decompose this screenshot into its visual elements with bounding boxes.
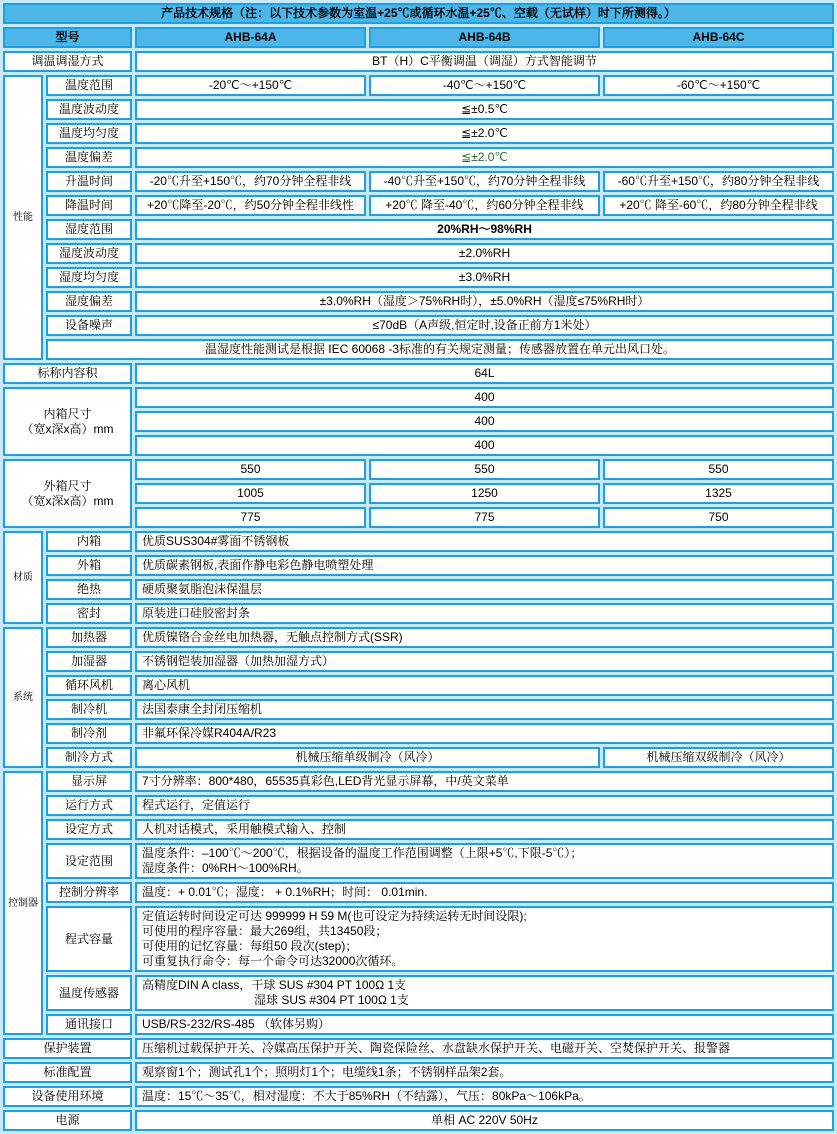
hum-unif-value: ±3.0%RH [135,267,834,288]
row-temp-dev [3,147,834,168]
power-label: 电源 [3,1110,132,1131]
cool-time-c: +20℃ 降至-60℃，约80分钟全程非线 [603,195,834,216]
row-environment [3,1086,834,1107]
hum-range-label: 湿度范围 [46,219,132,240]
material-insulation-label: 绝热 [46,579,132,600]
temp-unif-label: 温度均匀度 [46,123,132,144]
heater-label: 加热器 [46,627,132,648]
program-line3: 可使用的记忆容量：每组50 段次(step)； [142,939,358,953]
outer-width-c: 550 [603,459,834,480]
temp-range-a: -20℃～+150℃ [135,75,366,96]
program-line4: 可重复执行命令：每一个命令可达32000次循环。 [142,954,404,968]
row-models [3,27,834,48]
row-material-outer [3,555,834,576]
temp-unif-value: ≦±2.0℃ [135,123,834,144]
row-heater [3,627,834,648]
row-run-mode [3,795,834,816]
inner-dims-label [3,387,132,456]
hum-dev-value: ±3.0%RH（湿度＞75%RH时），±5.0%RH（湿度≤75%RH时） [135,291,834,312]
temp-range-label: 温度范围 [46,75,132,96]
protection-value: 压缩机过载保护开关、冷媒高压保护开关、陶瓷保险丝、水盘缺水保护开关、电磁开关、空焚保护开关、报警器 [135,1038,834,1059]
protection-label: 保护装置 [3,1038,132,1059]
temp-fluct-value: ≦±0.5℃ [135,99,834,120]
heat-time-b: -40℃升至+150℃，约70分钟全程非线 [369,171,600,192]
outer-dims-label-line1: 外箱尺寸 [43,478,92,493]
hum-unif-label: 湿度均匀度 [46,267,132,288]
row-standard [3,1062,834,1083]
row-title [3,3,834,24]
row-program [3,906,834,972]
row-perf-note [3,339,834,360]
material-outer-value: 优质碳素钢板,表面作静电彩色静电喷塑处理 [135,555,834,576]
outer-height-c: 750 [603,507,834,528]
outer-height-b: 775 [369,507,600,528]
row-sensor [3,975,834,1011]
comm-value: USB/RS-232/RS-485 （软体另购） [135,1014,834,1035]
method-label: 调温调湿方式 [3,51,132,72]
refrigerant-value: 非氟环保冷媒R404A/R23 [135,723,834,744]
models-label: 型号 [3,27,132,48]
row-temp-fluct [3,99,834,120]
outer-depth-a: 1005 [135,483,366,504]
environment-label: 设备使用环境 [3,1086,132,1107]
row-method [3,51,834,72]
controller-group-label: 控制器 [3,771,43,1035]
material-seal-label: 密封 [46,603,132,624]
system-group-label: 系统 [3,627,43,768]
cool-time-a: +20℃降至-20℃，约50分钟全程非线性 [135,195,366,216]
resolution-value: 温度：+ 0.01℃；湿度： + 0.1%RH；时间： 0.01min. [135,882,834,903]
volume-value: 64L [135,363,834,384]
set-range-line1: 温度条件：–100℃～200℃，根据设备的温度工作范围调整（上限+5℃,下限-5℃）； [142,846,583,860]
set-mode-value: 人机对话模式，采用触模式输入、控制 [135,819,834,840]
set-range-value [135,843,834,879]
heat-time-c: -60℃升至+150℃，约80分钟全程非线 [603,171,834,192]
inner-width: 400 [135,387,834,408]
row-temp-unif [3,123,834,144]
standard-value: 观察窗1个；测试孔1个；照明灯1个；电缆线1条；不锈钢样品架2套。 [135,1062,834,1083]
row-fan [3,675,834,696]
row-hum-dev [3,291,834,312]
outer-dims-label [3,459,132,528]
row-hum-range [3,219,834,240]
inner-dims-label-line2: （宽x深x高）mm [21,421,114,436]
resolution-label: 控制分辨率 [46,882,132,903]
model-c: AHB-64C [603,27,834,48]
power-value: 单相 AC 220V 50Hz [135,1110,834,1131]
row-resolution [3,882,834,903]
row-set-range [3,843,834,879]
outer-dims-label-line2: （宽x深x高）mm [21,493,114,508]
outer-height-a: 775 [135,507,366,528]
standard-label: 标准配置 [3,1062,132,1083]
program-label: 程式容量 [46,906,132,972]
model-b: AHB-64B [369,27,600,48]
perf-note: 温湿度性能测试是根据 IEC 60068 -3标准的有关规定测量；传感器放置在单元出风口处。 [46,339,834,360]
sensor-label: 温度传感器 [46,975,132,1011]
outer-depth-b: 1250 [369,483,600,504]
sensor-line1: 高精度DIN A class，干球 SUS #304 PT 100Ω 1支 [142,978,407,992]
row-power [3,1110,834,1131]
set-mode-label: 设定方式 [46,819,132,840]
material-group-label: 材质 [3,531,43,624]
environment-value: 温度：15℃～35℃，相对湿度：不大于85%RH（不结露），气压：80kPa～106kPa。 [135,1086,834,1107]
cool-time-label: 降温时间 [46,195,132,216]
fan-value: 离心风机 [135,675,834,696]
program-value [135,906,834,972]
heat-time-a: -20℃升至+150℃，约70分钟全程非线 [135,171,366,192]
compressor-value: 法国泰康全封闭压缩机 [135,699,834,720]
fan-label: 循环风机 [46,675,132,696]
refrigerant-label: 制冷剂 [46,723,132,744]
noise-label: 设备噪声 [46,315,132,336]
hum-fluct-label: 湿度波动度 [46,243,132,264]
material-insulation-value: 硬质聚氨脂泡沫保温层 [135,579,834,600]
row-volume [3,363,834,384]
row-material-inner [3,531,834,552]
row-display [3,771,834,792]
row-humidifier [3,651,834,672]
row-heat-time [3,171,834,192]
sensor-line2: 湿球 SUS #304 PT 100Ω 1支 [254,993,409,1007]
row-temp-range [3,75,834,96]
row-set-mode [3,819,834,840]
program-line1: 定值运转时间设定可达 999999 H 59 M(也可设定为持续运转无时间设限); [142,909,527,923]
method-value: BT（H）C平衡调温（调湿）方式智能调节 [135,51,834,72]
row-compressor [3,699,834,720]
model-a: AHB-64A [135,27,366,48]
page-title: 产品技术规格（注：以下技术参数为室温+25℃或循环水温+25℃、空载（无试样）时下所测得。） [3,3,834,24]
temp-dev-label: 温度偏差 [46,147,132,168]
run-mode-label: 运行方式 [46,795,132,816]
row-cooling-mode [3,747,834,768]
row-hum-fluct [3,243,834,264]
hum-dev-label: 湿度偏差 [46,291,132,312]
cooling-mode-c: 机械压缩双级制冷（风冷） [603,747,834,768]
run-mode-value: 程式运行，定值运行 [135,795,834,816]
temp-dev-value: ≦±2.0℃ [135,147,834,168]
row-hum-unif [3,267,834,288]
temp-range-b: -40℃～+150℃ [369,75,600,96]
display-value: 7寸分辨率：800*480，65535真彩色,LED背光显示屏幕，中/英文菜单 [135,771,834,792]
display-label: 显示屏 [46,771,132,792]
outer-width-b: 550 [369,459,600,480]
row-outer-w [3,459,834,480]
cool-time-b: +20℃ 降至-40℃，约60分钟全程非线 [369,195,600,216]
row-refrigerant [3,723,834,744]
humidifier-label: 加湿器 [46,651,132,672]
row-protection [3,1038,834,1059]
inner-height: 400 [135,435,834,456]
humidifier-value: 不锈钢铠装加湿器（加热加湿方式） [135,651,834,672]
row-material-seal [3,603,834,624]
row-material-insulation [3,579,834,600]
hum-fluct-value: ±2.0%RH [135,243,834,264]
comm-label: 通讯接口 [46,1014,132,1035]
row-inner-w [3,387,834,408]
outer-width-a: 550 [135,459,366,480]
outer-depth-c: 1325 [603,483,834,504]
hum-range-value: 20%RH～98%RH [135,219,834,240]
material-outer-label: 外箱 [46,555,132,576]
sensor-value [135,975,834,1011]
temp-fluct-label: 温度波动度 [46,99,132,120]
inner-dims-label-line1: 内箱尺寸 [43,406,92,421]
row-noise [3,315,834,336]
material-inner-value: 优质SUS304#雾面不锈钢板 [135,531,834,552]
compressor-label: 制冷机 [46,699,132,720]
material-seal-value: 原装进口硅胶密封条 [135,603,834,624]
program-line2: 可使用的程序容量：最大269组，共13450段； [142,924,388,938]
performance-group-label: 性能 [3,75,43,360]
temp-range-c: -60℃～+150℃ [603,75,834,96]
cooling-mode-label: 制冷方式 [46,747,132,768]
volume-label: 标称内容积 [3,363,132,384]
material-inner-label: 内箱 [46,531,132,552]
cooling-mode-ab: 机械压缩单级制冷（风冷） [135,747,600,768]
inner-depth: 400 [135,411,834,432]
set-range-line2: 湿度条件：0%RH～100%RH。 [142,861,309,875]
heat-time-label: 升温时间 [46,171,132,192]
row-comm [3,1014,834,1035]
noise-value: ≤70dB（A声级,恒定时,设备正前方1米处） [135,315,834,336]
row-cool-time [3,195,834,216]
heater-value: 优质镍铬合金丝电加热器，无触点控制方式(SSR) [135,627,834,648]
set-range-label: 设定范围 [46,843,132,879]
